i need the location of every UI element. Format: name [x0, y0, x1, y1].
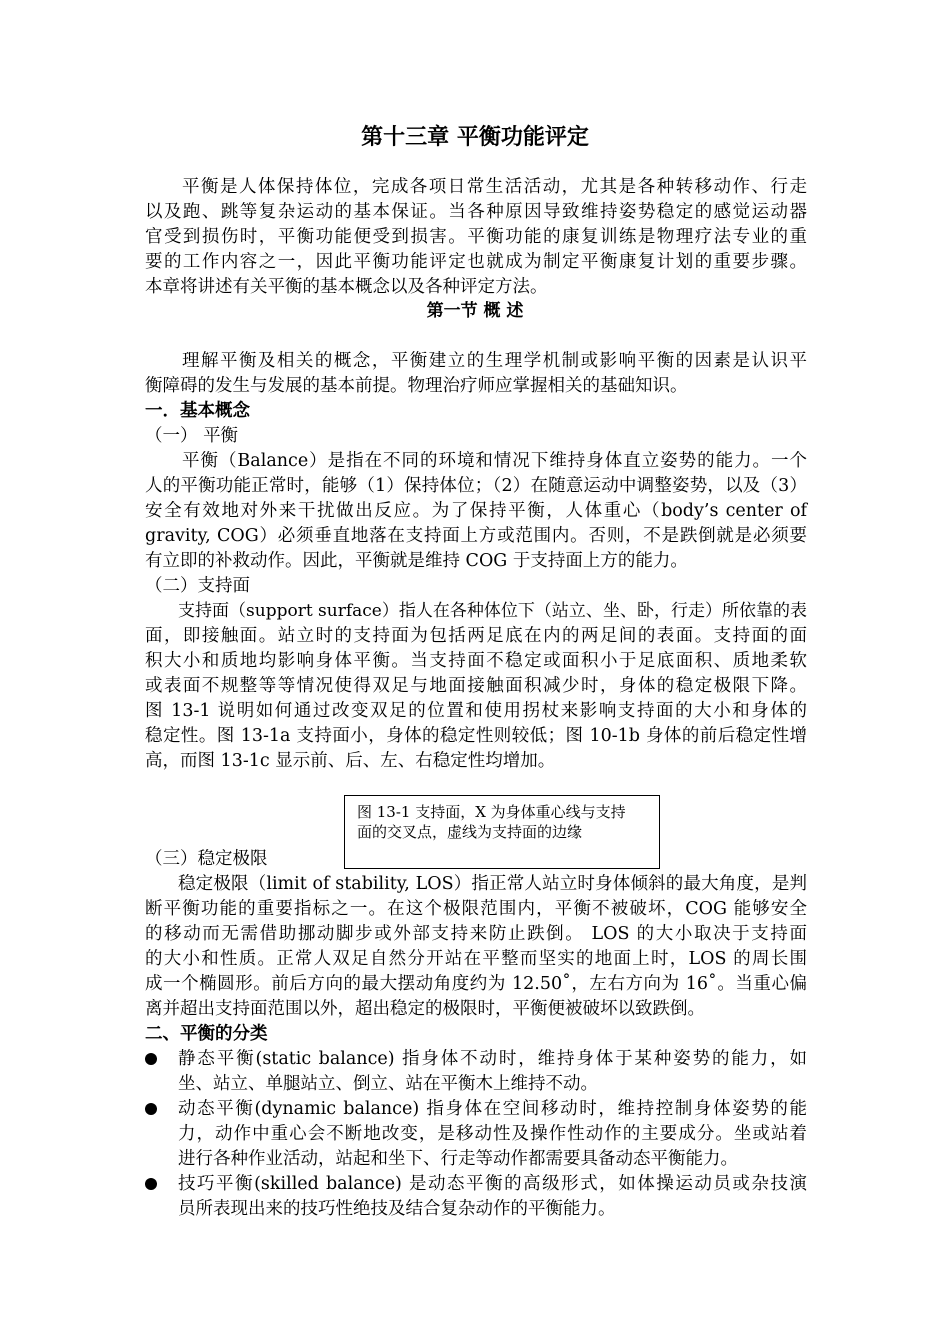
los-line: 离并超出支持面范围以外，超出稳定的极限时，平衡便被破坏以致跌倒。: [145, 999, 705, 1019]
intro-line: 以及跑、跳等复杂运动的基本保证。当各种原因导致维持姿势稳定的感觉运动器: [145, 202, 807, 222]
overview-line: 衡障碍的发生与发展的基本前提。物理治疗师应掌握相关的基础知识。: [145, 376, 688, 396]
bullet-line: 力，动作中重心会不断地改变，是移动性及操作性动作的主要成分。坐或站着: [178, 1124, 807, 1144]
los-line: 断平衡功能的重要指标之一。在这个极限范围内，平衡不被破坏，COG 能够安全: [145, 899, 807, 919]
support-line: 面，即接触面。站立时的支持面为包括两足底在内的两足间的表面。支持面的面: [145, 626, 807, 646]
bullet-line: 进行各种作业活动，站起和坐下、行走等动作都需要具备动态平衡能力。: [178, 1149, 738, 1169]
los-line: 的移动而无需借助挪动脚步或外部支持来防止跌倒。 LOS 的大小取决于支持面: [145, 924, 807, 944]
intro-line: 官受到损伤时，平衡功能便受到损害。平衡功能的康复训练是物理疗法专业的重: [145, 227, 807, 247]
balance-line: gravity, COG）必须垂直地落在支持面上方或范围内。否则，不是跌倒就是必须要: [145, 526, 807, 546]
balance-line: 有立即的补救动作。因此，平衡就是维持 COG 于支持面上方的能力。: [145, 551, 688, 571]
intro-line: 要的工作内容之一，因此平衡功能评定也就成为制定平衡康复计划的重要步骤。: [145, 252, 807, 272]
chapter-title: 第十三章 平衡功能评定: [361, 124, 589, 150]
support-line: 积大小和质地均影响身体平衡。当支持面不稳定或面积小于足底面积、质地柔软: [145, 651, 807, 671]
figure-caption-line: 图 13-1 支持面，X 为身体重心线与支持: [357, 803, 626, 821]
overview-line: 理解平衡及相关的概念，平衡建立的生理学机制或影响平衡的因素是认识平: [182, 351, 807, 371]
bullet-line: 技巧平衡(skilled balance) 是动态平衡的高级形式，如体操运动员或杂技演: [178, 1174, 807, 1194]
subheading-stability-limit: （三）稳定极限: [145, 849, 268, 869]
figure-caption-line: 面的交叉点，虚线为支持面的边缘: [357, 823, 583, 841]
bullet-line: 员所表现出来的技巧性绝技及结合复杂动作的平衡能力。: [178, 1199, 616, 1219]
los-line: 稳定极限（limit of stability, LOS）指正常人站立时身体倾斜的最大角度，是判: [178, 874, 807, 894]
balance-line: 人的平衡功能正常时，能够（1）保持体位；（2）在随意运动中调整姿势，以及（3）: [145, 476, 807, 496]
los-line: 成一个椭圆形。前后方向的最大摆动角度约为 12.50˚，左右方向为 16˚。当重心偏: [145, 974, 807, 994]
bullet-line: 动态平衡(dynamic balance) 指身体在空间移动时，维持控制身体姿势的能: [178, 1099, 807, 1119]
balance-line: 安全有效地对外来干扰做出反应。为了保持平衡，人体重心（body’s center of: [145, 501, 807, 521]
support-line: 高，而图 13-1c 显示前、后、左、右稳定性均增加。: [145, 751, 556, 771]
heading-balance-classification: 二、平衡的分类: [145, 1024, 268, 1044]
balance-line: 平衡（Balance）是指在不同的环境和情况下维持身体直立姿势的能力。一个: [182, 451, 807, 471]
intro-line: 平衡是人体保持体位，完成各项日常生活活动，尤其是各种转移动作、行走: [182, 177, 807, 197]
bullet-icon: [145, 1053, 157, 1065]
intro-line: 本章将讲述有关平衡的基本概念以及各种评定方法。: [145, 277, 548, 297]
support-line: 支持面（support surface）指人在各种体位下（站立、坐、卧，行走）所依靠的表: [178, 601, 807, 621]
bullet-line: 坐、站立、单腿站立、倒立、站在平衡木上维持不动。: [178, 1074, 598, 1094]
section-title: 第一节 概 述: [426, 301, 524, 321]
figure-caption: [357, 802, 653, 842]
los-line: 的大小和性质。正常人双足自然分开站在平整而坚实的地面上时，LOS 的周长围: [145, 949, 807, 969]
support-line: 稳定性。图 13-1a 支持面小，身体的稳定性则较低；图 10-1b 身体的前后稳定性增: [145, 726, 807, 746]
subheading-balance: （一） 平衡: [145, 426, 239, 446]
bullet-icon: [145, 1103, 157, 1115]
bullet-line: 静态平衡(static balance) 指身体不动时，维持身体于某种姿势的能力，如: [178, 1049, 807, 1069]
support-line: 图 13-1 说明如何通过改变双足的位置和使用拐杖来影响支持面的大小和身体的: [145, 701, 807, 721]
support-line: 或表面不规整等等情况使得双足与地面接触面积减少时，身体的稳定极限下降。: [145, 676, 807, 696]
heading-basic-concepts: 一．基本概念: [145, 401, 250, 421]
bullet-icon: [145, 1178, 157, 1190]
subheading-support-surface: （二）支持面: [145, 576, 250, 596]
